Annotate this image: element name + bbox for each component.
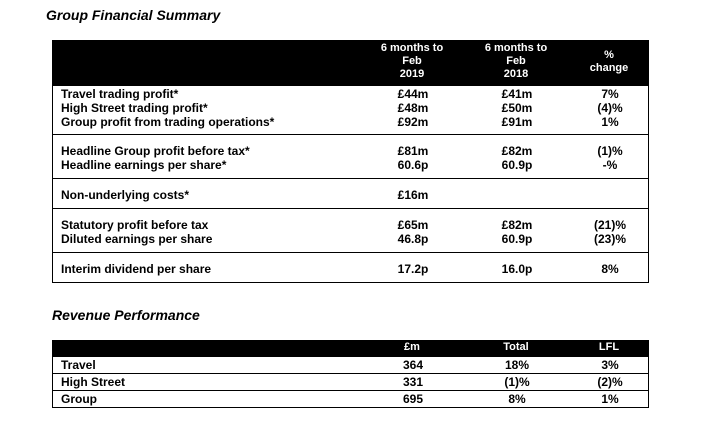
row-group <box>52 135 649 179</box>
row-value-2: £91m <box>501 115 533 129</box>
row-value-1: 695 <box>402 392 424 406</box>
header-period-2019-line2: Feb <box>402 55 422 67</box>
header-change-line2: change <box>589 62 629 74</box>
row-value-1: 331 <box>402 375 424 389</box>
row-value-3: (2)% <box>597 375 623 389</box>
row-value-3: 8% <box>601 262 619 276</box>
row-group <box>52 179 649 209</box>
row-group <box>52 86 649 135</box>
row-label: High Street trading profit* <box>61 101 208 115</box>
row-label: Headline earnings per share* <box>61 158 227 172</box>
table-row <box>53 101 648 115</box>
row-label: Interim dividend per share <box>61 262 212 276</box>
row-value-3: (21)% <box>593 218 626 232</box>
table-row <box>53 158 648 172</box>
header-total: Total <box>503 341 529 353</box>
row-label: Group <box>61 392 97 406</box>
table-row <box>53 357 648 374</box>
row-value-3: (23)% <box>593 232 626 246</box>
row-label: Group profit from trading operations* <box>61 115 275 129</box>
revenue-header-row <box>52 340 649 356</box>
row-value-3: 1% <box>601 392 619 406</box>
row-value-1: £92m <box>397 115 429 129</box>
row-value-1: £16m <box>397 188 429 202</box>
table-row <box>53 391 648 407</box>
row-value-3: -% <box>602 158 618 172</box>
row-value-3: 3% <box>601 358 619 372</box>
table-row <box>53 218 648 232</box>
table-row <box>53 262 648 276</box>
table-row <box>53 144 648 158</box>
row-value-2: £50m <box>501 101 533 115</box>
header-amount: £m <box>404 341 420 353</box>
header-period-2019-line3: 2019 <box>399 68 425 80</box>
header-lfl: LFL <box>598 341 620 353</box>
financial-summary-table <box>52 40 649 283</box>
summary-title: Group Financial Summary <box>46 7 221 23</box>
header-period-2018 <box>478 42 554 81</box>
revenue-body <box>52 356 649 408</box>
row-value-1: 17.2p <box>397 262 429 276</box>
header-period-2018-line2: Feb <box>506 55 526 67</box>
revenue-title: Revenue Performance <box>52 307 200 323</box>
row-value-1: 60.6p <box>397 158 429 172</box>
summary-body <box>52 86 649 283</box>
revenue-performance-table <box>52 340 649 408</box>
row-value-2: 8% <box>508 392 526 406</box>
row-value-2: 60.9p <box>501 232 533 246</box>
row-value-2: 16.0p <box>501 262 533 276</box>
row-value-2: (1)% <box>504 375 530 389</box>
table-row <box>53 374 648 391</box>
row-value-2: 60.9p <box>501 158 533 172</box>
row-group <box>52 209 649 253</box>
table-row <box>53 188 648 202</box>
row-label: Travel <box>61 358 96 372</box>
row-value-1: £44m <box>397 87 429 101</box>
row-value-1: 46.8p <box>397 232 429 246</box>
row-value-3: (1)% <box>597 144 623 158</box>
row-label: High Street <box>61 375 126 389</box>
row-label: Non-underlying costs* <box>61 188 190 202</box>
row-value-1: £48m <box>397 101 429 115</box>
row-value-3: 1% <box>601 115 619 129</box>
header-change-line1: % <box>604 49 614 61</box>
row-value-1: £81m <box>397 144 429 158</box>
row-value-2: £41m <box>501 87 533 101</box>
row-group <box>52 253 649 283</box>
row-value-3: 7% <box>601 87 619 101</box>
row-label: Statutory profit before tax <box>61 218 209 232</box>
row-value-1: £65m <box>397 218 429 232</box>
row-value-1: 364 <box>402 358 424 372</box>
row-label: Diluted earnings per share <box>61 232 213 246</box>
table-row <box>53 87 648 101</box>
row-label: Travel trading profit* <box>61 87 179 101</box>
table-row <box>53 232 648 246</box>
row-value-2: 18% <box>504 358 530 372</box>
header-period-2019-line1: 6 months to <box>380 42 444 54</box>
header-period-2018-line1: 6 months to <box>484 42 548 54</box>
header-change <box>583 49 635 75</box>
header-period-2018-line3: 2018 <box>503 68 529 80</box>
table-row <box>53 115 648 129</box>
row-label: Headline Group profit before tax* <box>61 144 250 158</box>
row-value-3: (4)% <box>597 101 623 115</box>
row-value-2: £82m <box>501 144 533 158</box>
row-value-2: £82m <box>501 218 533 232</box>
summary-header-row <box>52 40 649 86</box>
header-period-2019 <box>374 42 450 81</box>
